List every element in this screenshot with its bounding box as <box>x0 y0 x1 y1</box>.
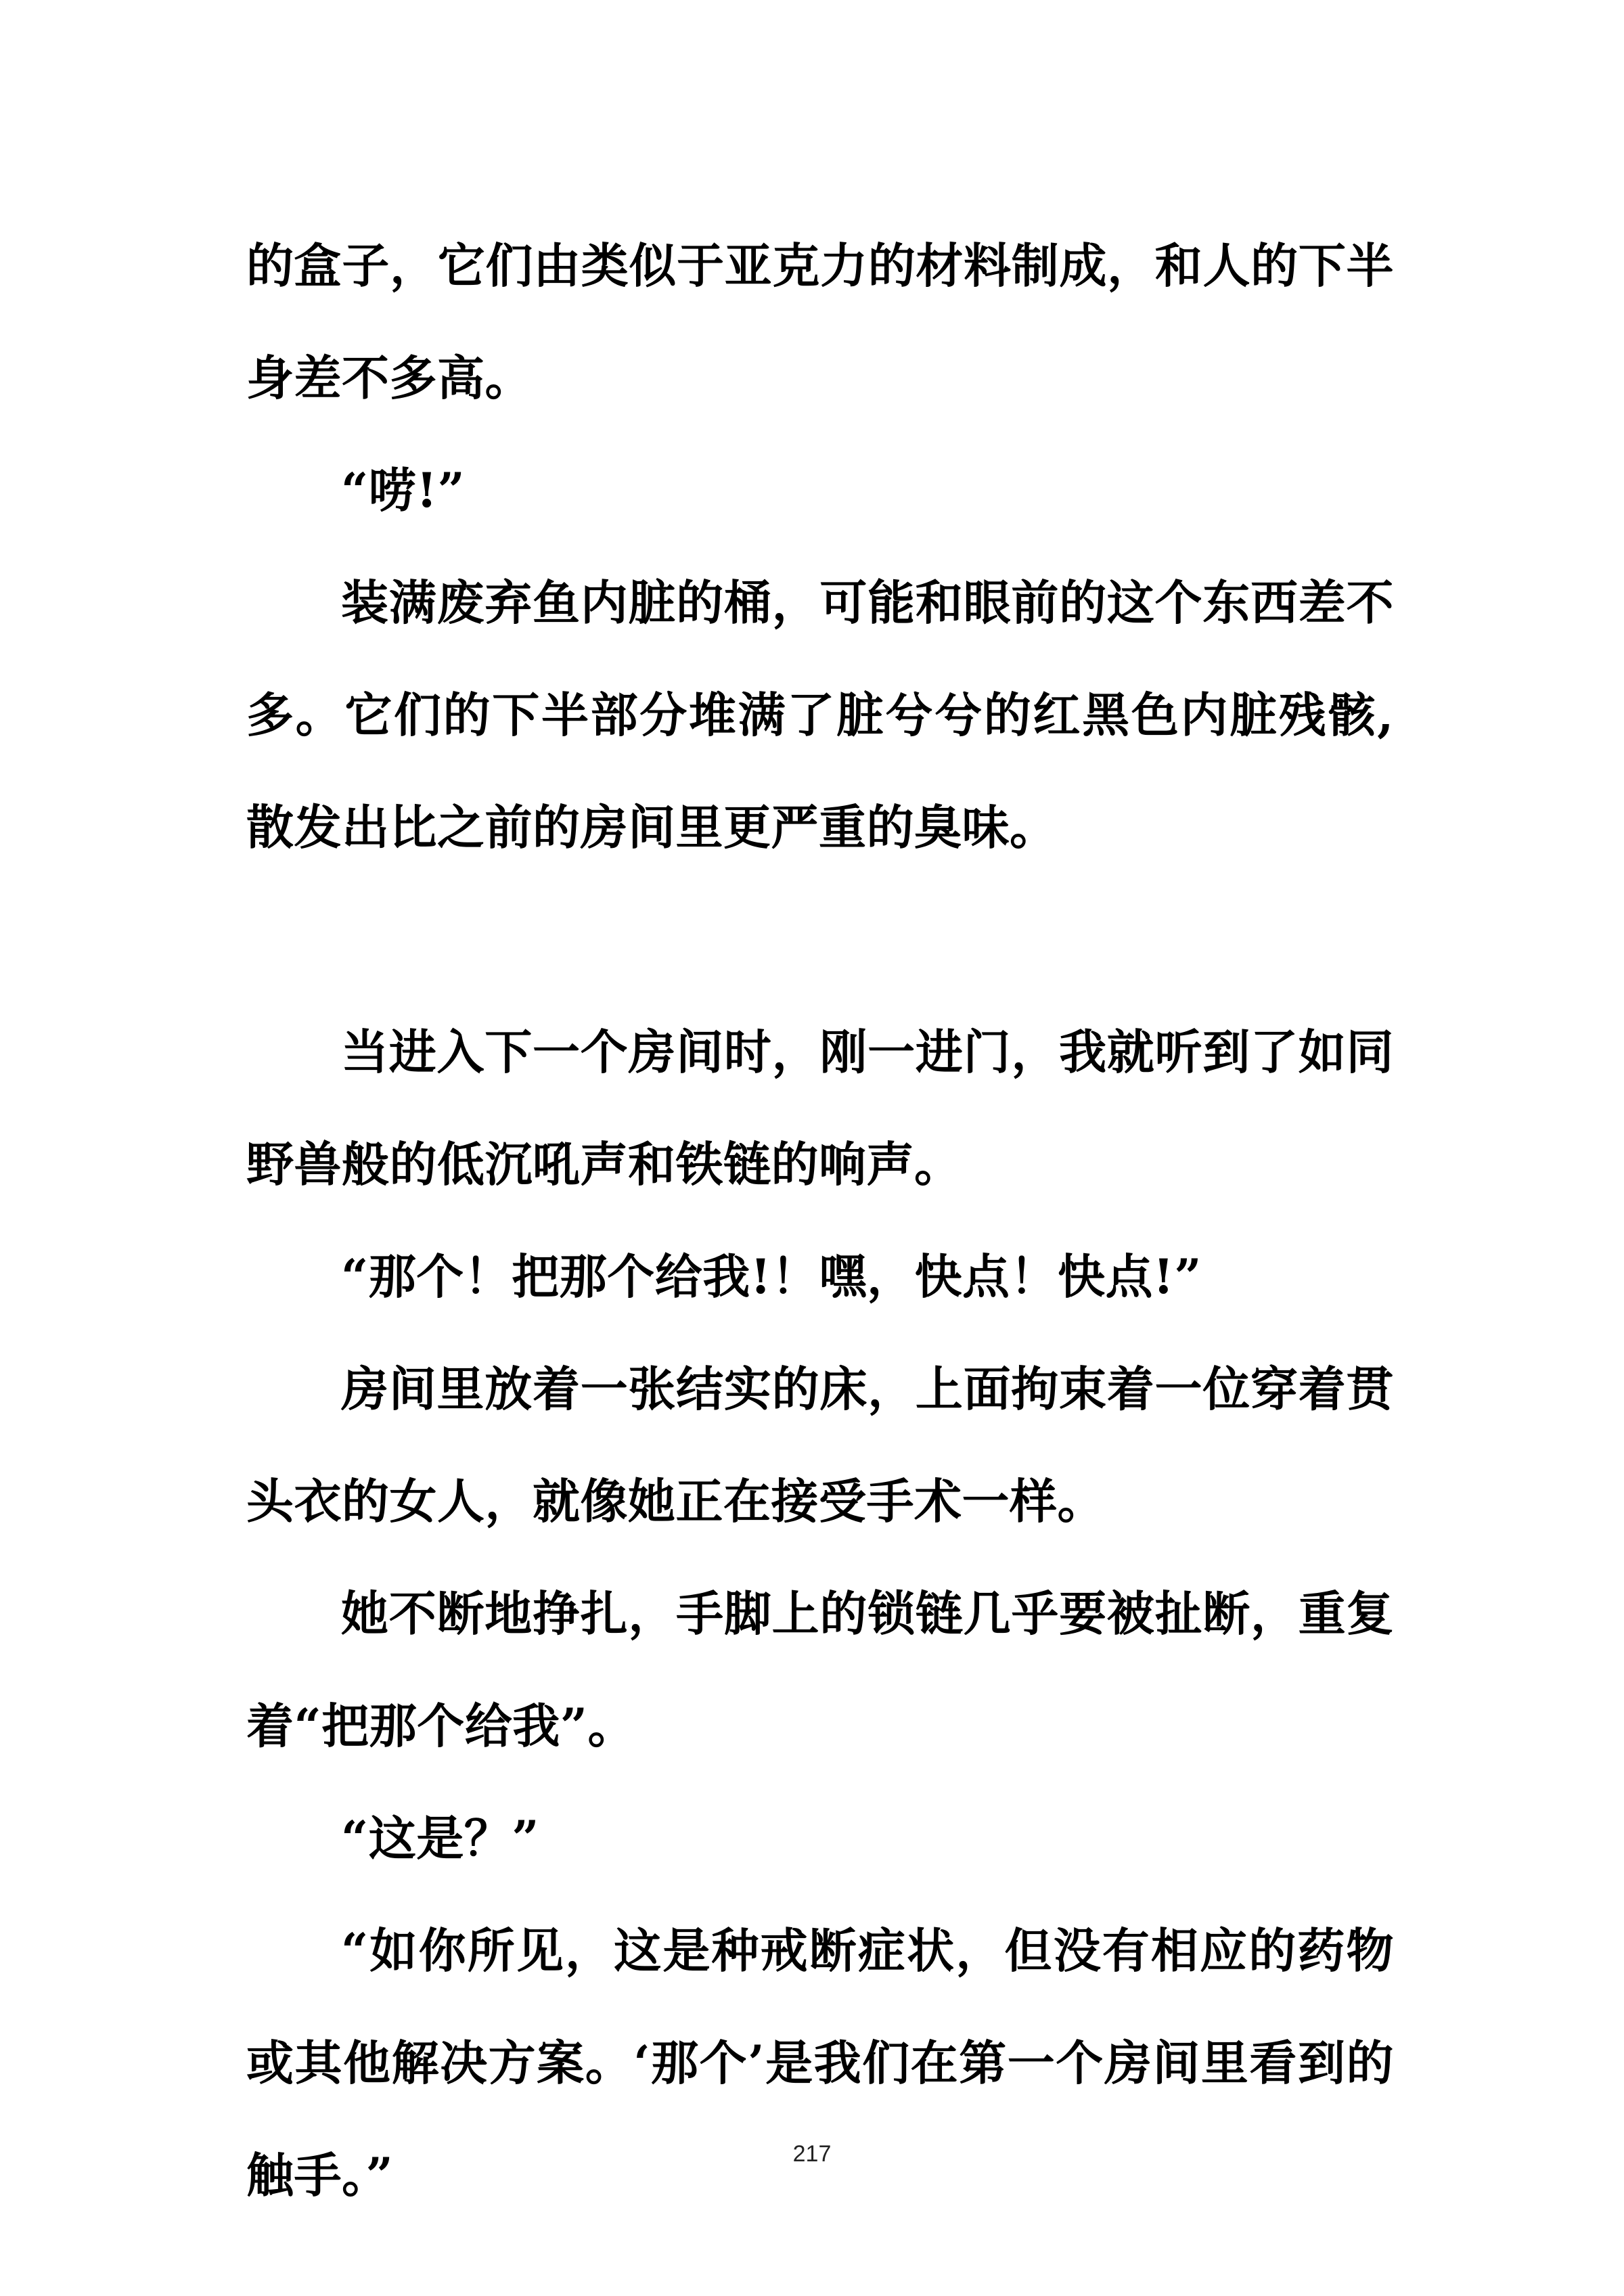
paragraph-4: 当进入下一个房间时，刚一进门，我就听到了如同野兽般的低沉吼声和铁链的响声。 <box>246 1024 1394 1192</box>
paragraph-1: 的盒子，它们由类似于亚克力的材料制成，和人的下半身差不多高。 <box>246 238 1394 406</box>
paragraph-5: “那个！把那个给我!！嘿，快点！快点!” <box>341 1248 1202 1305</box>
paragraph-9: “如你所见，这是种戒断症状，但没有相应的药物或其他解决方案。‘那个’是我们在第一个房间里看到的触手。” <box>246 1922 1394 2203</box>
paragraph-2: “唠!” <box>341 462 466 518</box>
body-text <box>246 210 1394 2232</box>
paragraph-3: 装满废弃鱼内脏的桶，可能和眼前的这个东西差不多。它们的下半部分堆满了脏兮兮的红黑色内脏残骸,散发出比之前的房间里更严重的臭味。 <box>246 575 1394 855</box>
paragraph-7: 她不断地挣扎，手脚上的锁链几乎要被扯断，重复着“把那个给我”。 <box>246 1585 1394 1754</box>
paragraph-8: “这是？” <box>341 1810 540 1866</box>
paragraph-6: 房间里放着一张结实的床，上面拘束着一位穿着贯头衣的女人，就像她正在接受手术一样。 <box>246 1361 1394 1529</box>
page-number: 217 <box>792 2141 832 2167</box>
section-gap <box>246 884 1394 996</box>
